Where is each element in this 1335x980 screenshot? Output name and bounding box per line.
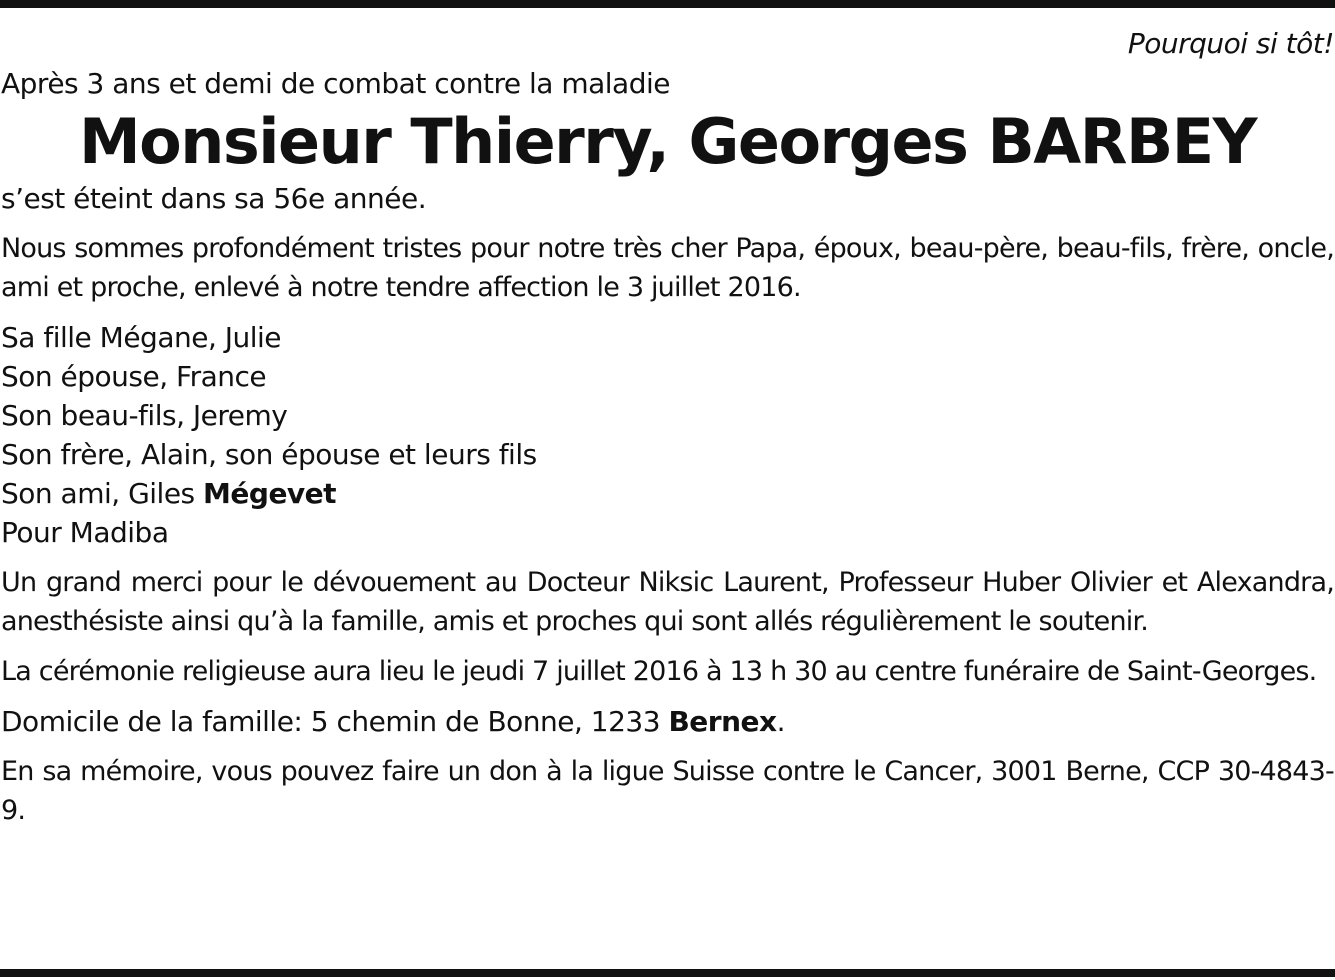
family-line-brother: Son frère, Alain, son épouse et leurs fils (1, 438, 537, 471)
domicile-town: Bernex (668, 705, 777, 738)
top-border-rule (0, 0, 1335, 8)
domicile-line (1, 702, 1334, 741)
family-line-friend (1, 474, 1334, 513)
thanks-paragraph: Un grand merci pour le dévouement au Docteur Niksic Laurent, Professeur Huber Olivier et Alexandra, anesthésiste ainsi qu’à la famille, amis et proches qui sont allés régulièrement le soutenir. (1, 567, 1334, 637)
tribute-paragraph: Nous sommes profondément tristes pour notre très cher Papa, époux, beau-père, beau-fils, frère, oncle, ami et proche, enlevé à notre tendre affection le 3 juillet 2016. (1, 233, 1334, 303)
donation-paragraph: En sa mémoire, vous pouvez faire un don à la ligue Suisse contre le Cancer, 3001 Berne, CCP 30-4843-9. (1, 756, 1334, 826)
bottom-border-rule (0, 969, 1335, 977)
family-list (1, 318, 1334, 552)
friend-surname: Mégevet (203, 477, 337, 510)
ceremony-paragraph: La cérémonie religieuse aura lieu le jeudi 7 juillet 2016 à 13 h 30 au centre funéraire de Saint-Georges. (1, 656, 1317, 687)
obituary-notice (1, 24, 1334, 830)
deceased-name: Monsieur Thierry, Georges BARBEY (78, 105, 1257, 178)
domicile-suffix: . (776, 705, 785, 738)
domicile-prefix: Domicile de la famille: 5 chemin de Bonne, 1233 (1, 705, 669, 738)
family-line-daughter: Sa fille Mégane, Julie (1, 321, 282, 354)
friend-prefix: Son ami, Giles (1, 477, 204, 510)
family-line-madiba: Pour Madiba (1, 516, 169, 549)
tagline: Pourquoi si tôt! (1127, 27, 1334, 60)
family-line-stepson: Son beau-fils, Jeremy (1, 399, 288, 432)
intro-line: Après 3 ans et demi de combat contre la maladie (1, 67, 670, 100)
family-line-wife: Son épouse, France (1, 360, 267, 393)
passed-line: s’est éteint dans sa 56e année. (1, 182, 427, 215)
